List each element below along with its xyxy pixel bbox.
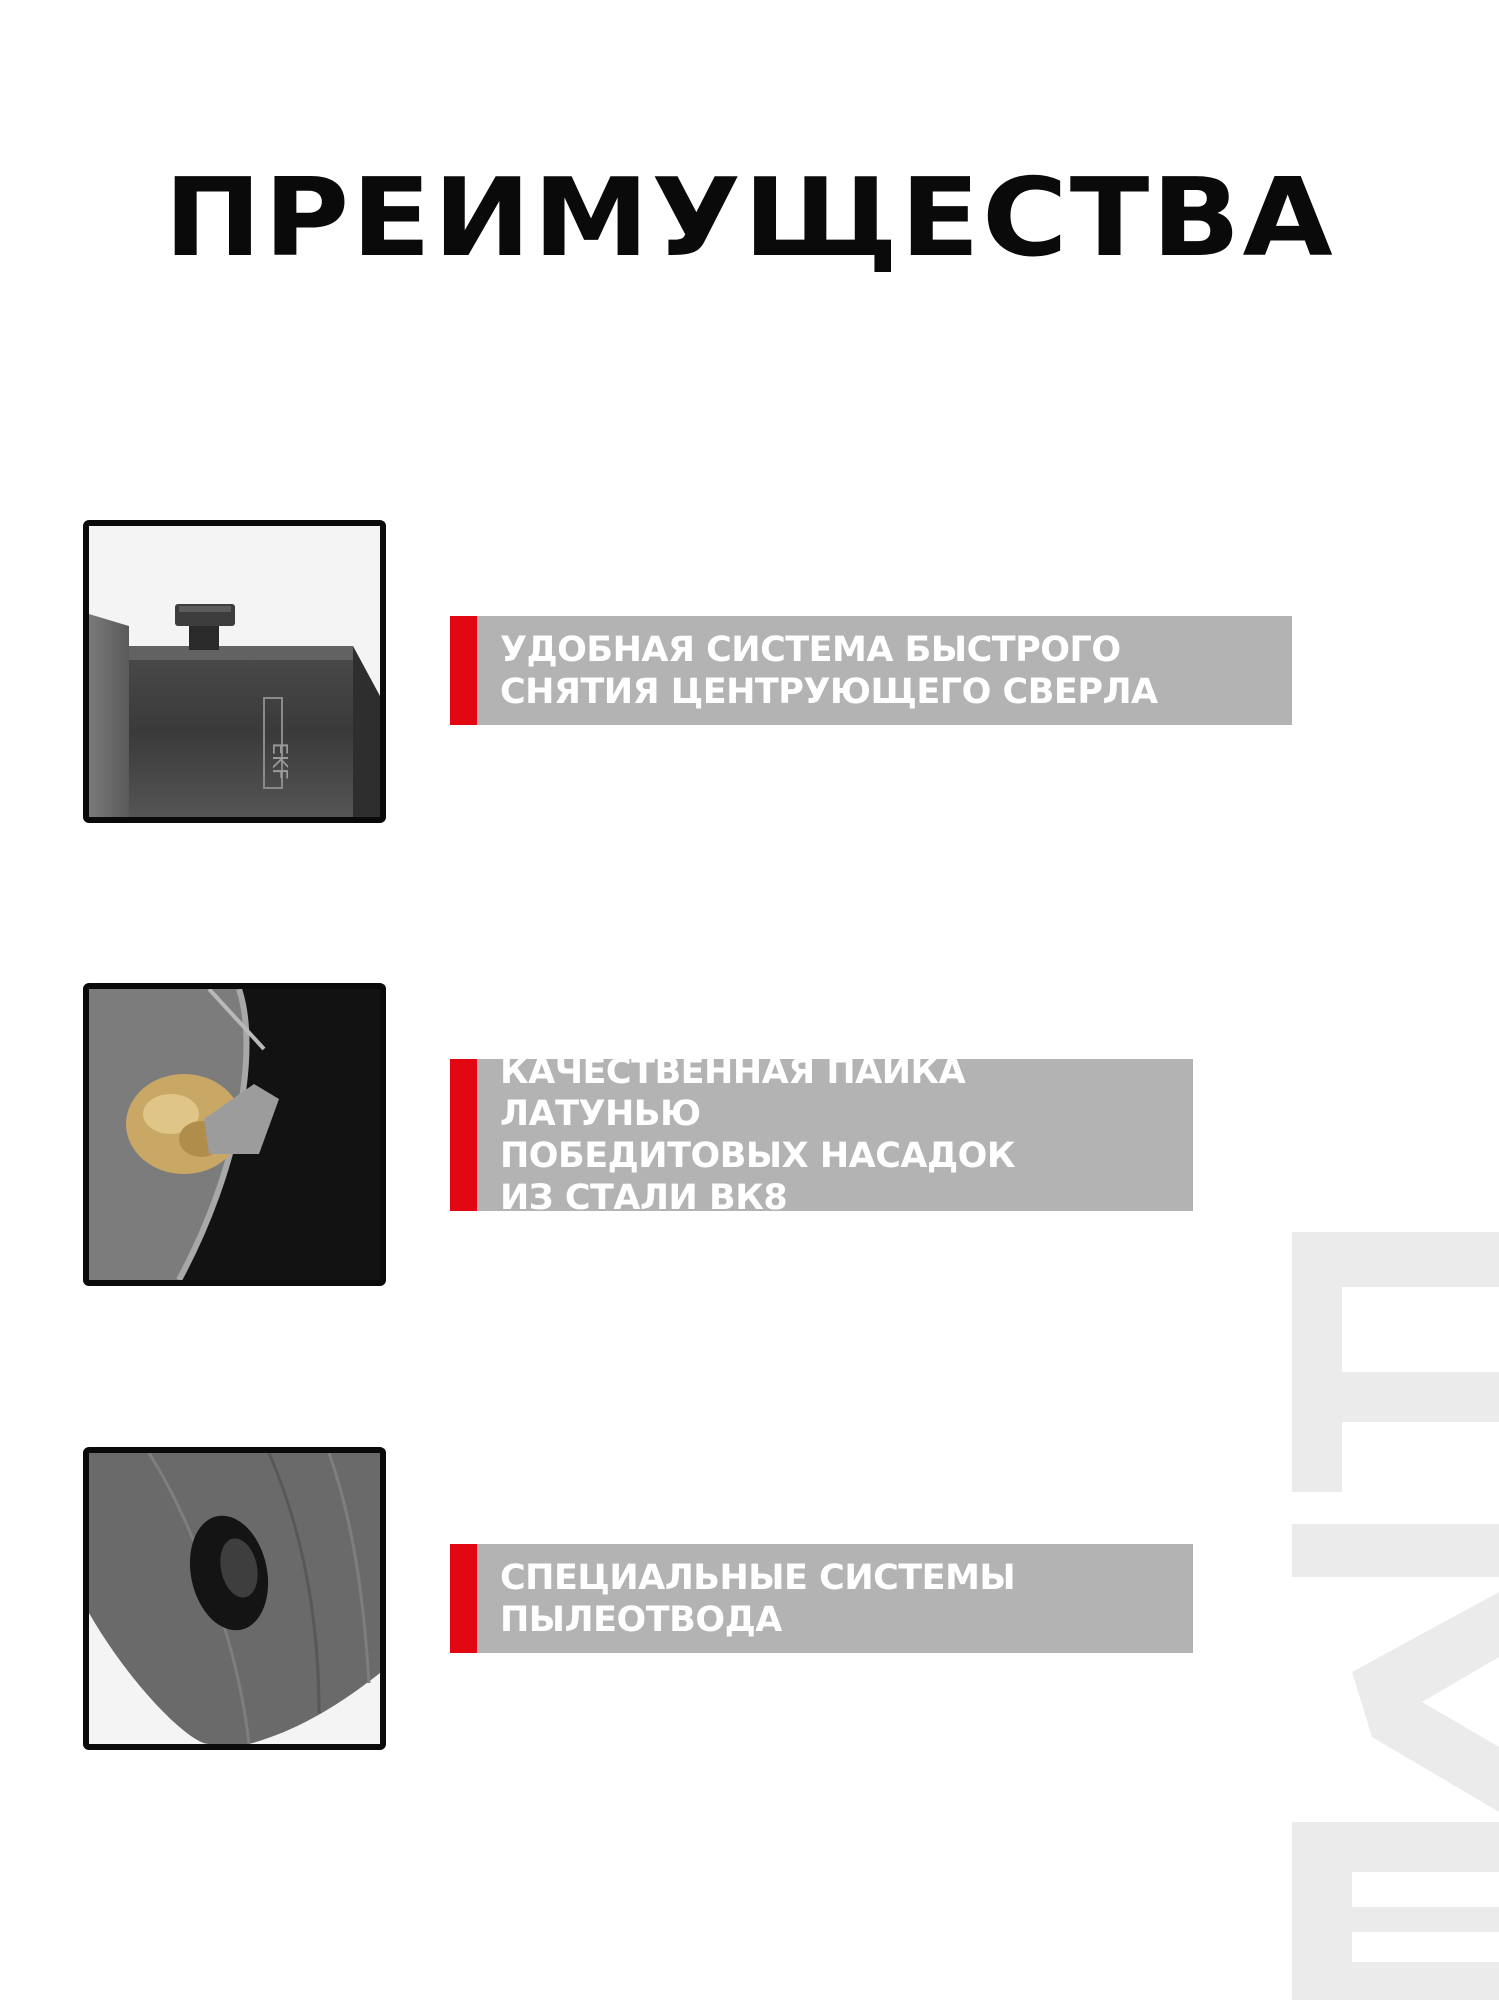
feature-2-banner [450,1052,1193,1218]
brazed-carbide-tip-image [89,989,380,1280]
ekf-engraving: EKF [268,742,292,780]
ekf-watermark-logo [1292,1232,1499,2000]
feature-3-photo [83,1447,386,1750]
page-title: ПРЕИМУЩЕСТВА [164,156,1335,281]
dust-extraction-hole-image [89,1453,380,1744]
feature-1-photo [83,520,386,823]
bolt-on-drill-shank-image [89,526,380,817]
feature-2-photo [83,983,386,1286]
feature-2-text: КАЧЕСТВЕННАЯ ПАЙКА ЛАТУНЬЮ ПОБЕДИТОВЫХ НАСАДОК ИЗ СТАЛИ ВК8 [500,1052,1016,1218]
feature-1-banner [450,616,1292,725]
feature-1-text: УДОБНАЯ СИСТЕМА БЫСТРОГО СНЯТИЯ ЦЕНТРУЮЩЕГО СВЕРЛА [500,629,1158,712]
feature-3-text: СПЕЦИАЛЬНЫЕ СИСТЕМЫ ПЫЛЕОТВОДА [500,1557,1016,1640]
feature-3-banner [450,1544,1193,1653]
